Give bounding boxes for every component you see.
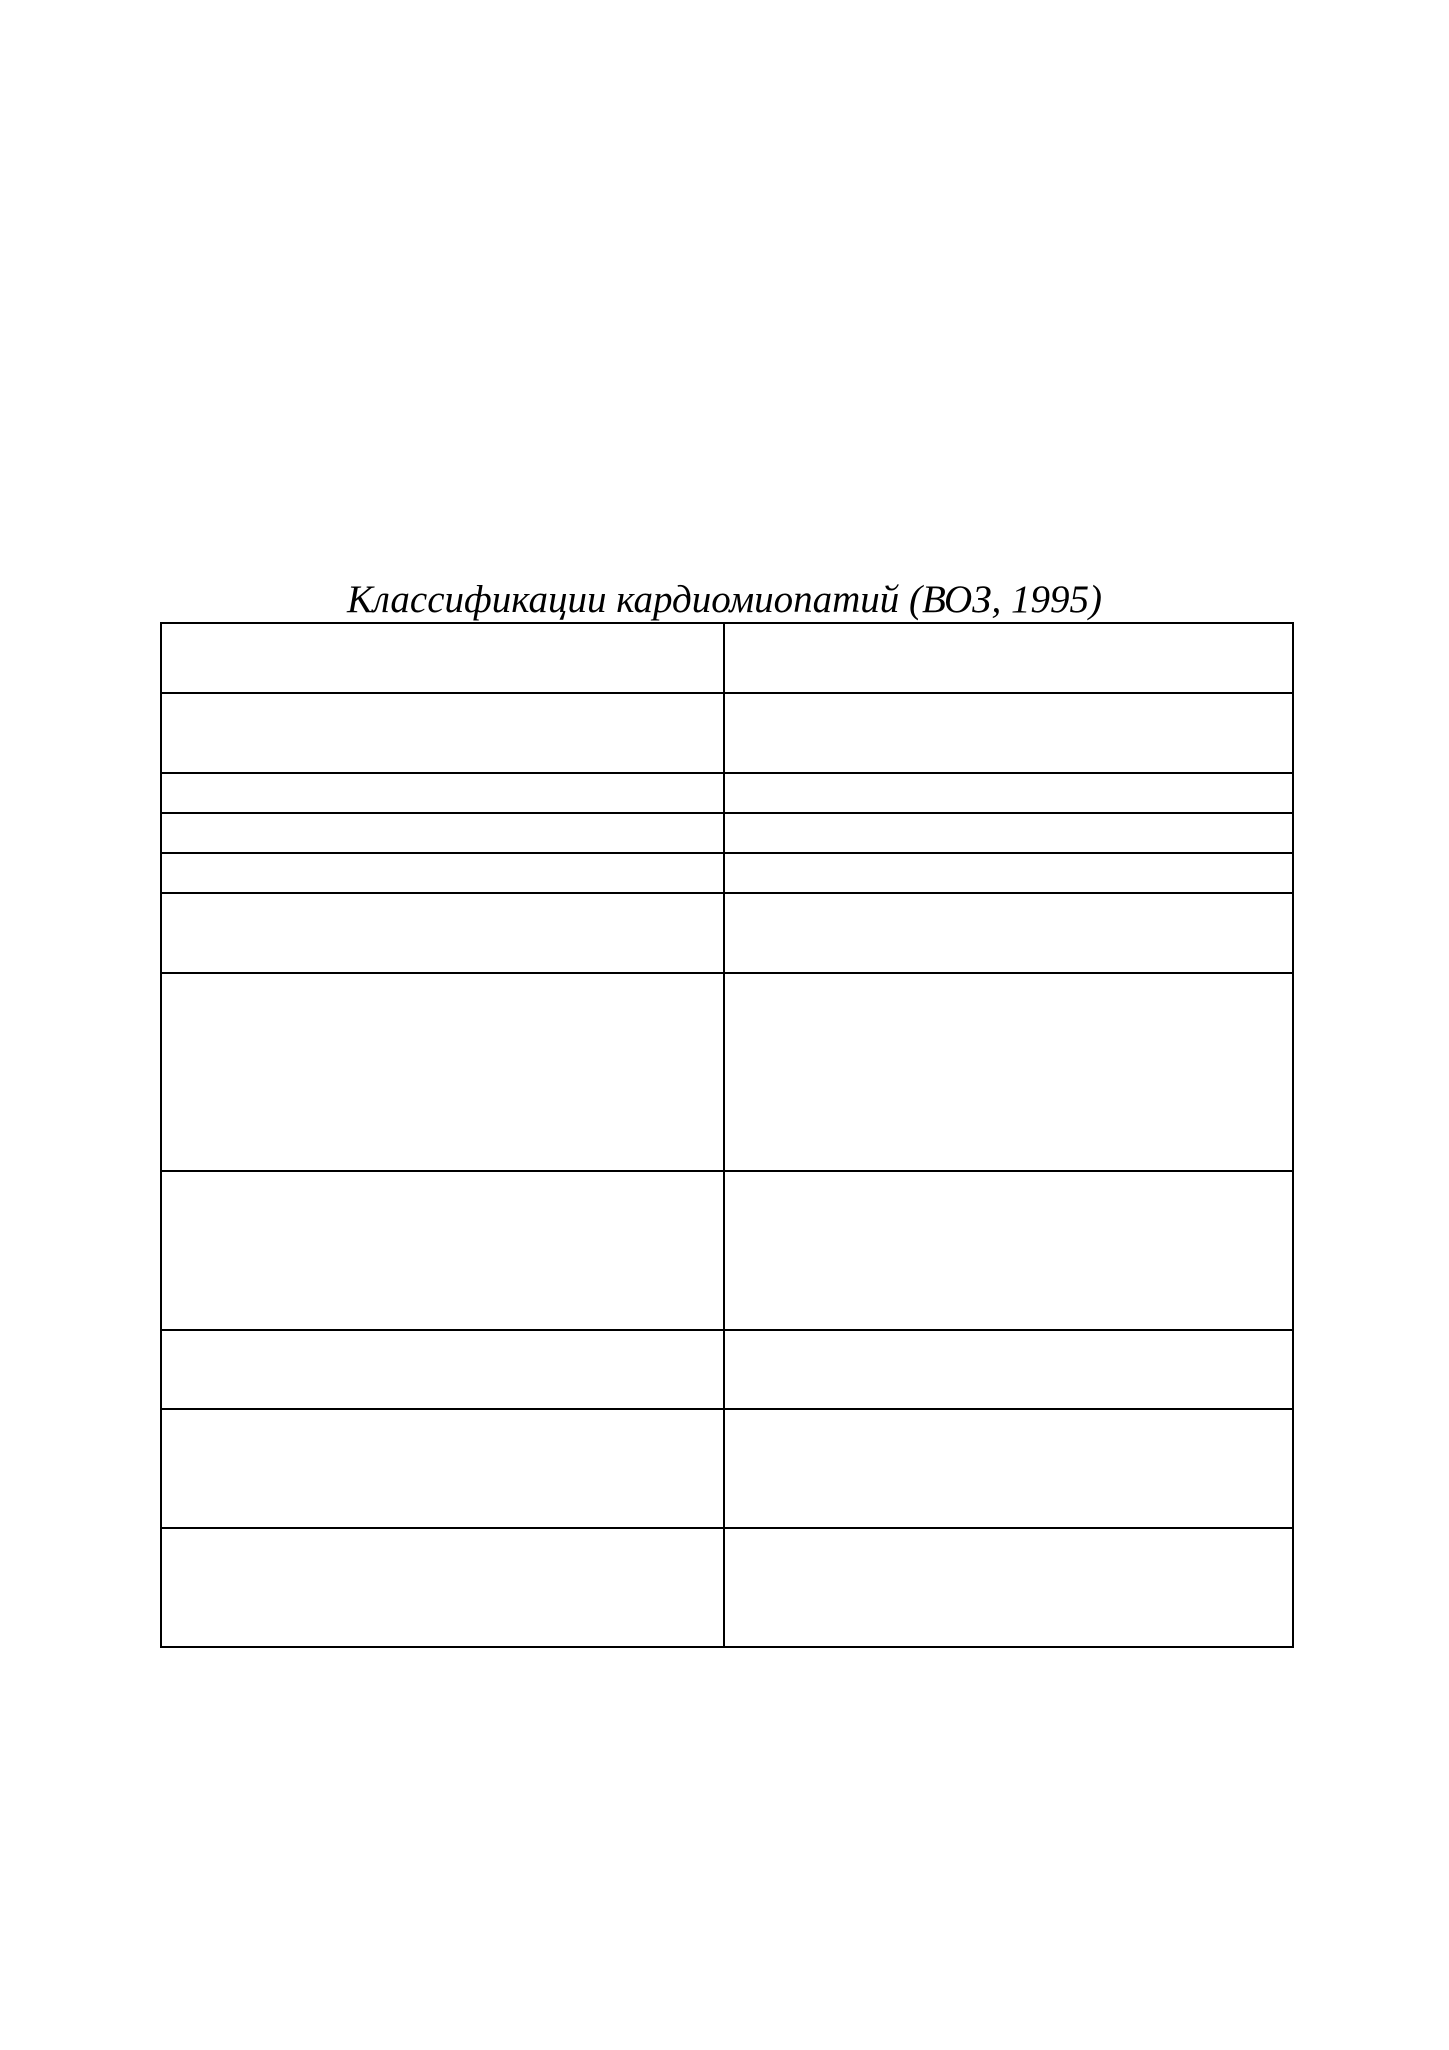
table-cell-right — [724, 813, 1293, 853]
table-cell-left — [161, 853, 724, 893]
table-cell-left — [161, 693, 724, 773]
table-cell-right — [724, 973, 1293, 1171]
table-cell-right — [724, 773, 1293, 813]
table-row — [161, 813, 1293, 853]
table-row — [161, 853, 1293, 893]
table-cell-right — [724, 1409, 1293, 1528]
table-cell-left — [161, 1409, 724, 1528]
table-cell-left — [161, 773, 724, 813]
table-row — [161, 893, 1293, 973]
table-title: Классификации кардиомиопатий (ВОЗ, 1995) — [347, 578, 1102, 621]
table-cell-right — [724, 693, 1293, 773]
table-cell-right — [724, 623, 1293, 693]
table-cell-left — [161, 1330, 724, 1409]
table-row — [161, 1528, 1293, 1647]
table-cell-right — [724, 1171, 1293, 1330]
table-cell-left — [161, 893, 724, 973]
table-row — [161, 1330, 1293, 1409]
classification-table — [160, 622, 1294, 1648]
table-cell-left — [161, 623, 724, 693]
table-cell-left — [161, 1528, 724, 1647]
table-row — [161, 973, 1293, 1171]
table-row — [161, 1409, 1293, 1528]
table-row — [161, 1171, 1293, 1330]
table-cell-left — [161, 973, 724, 1171]
table-cell-right — [724, 853, 1293, 893]
table-cell-right — [724, 893, 1293, 973]
table-cell-right — [724, 1528, 1293, 1647]
table-cell-left — [161, 813, 724, 853]
table-row — [161, 623, 1293, 693]
table-row — [161, 773, 1293, 813]
table-cell-right — [724, 1330, 1293, 1409]
table-row — [161, 693, 1293, 773]
table-cell-left — [161, 1171, 724, 1330]
